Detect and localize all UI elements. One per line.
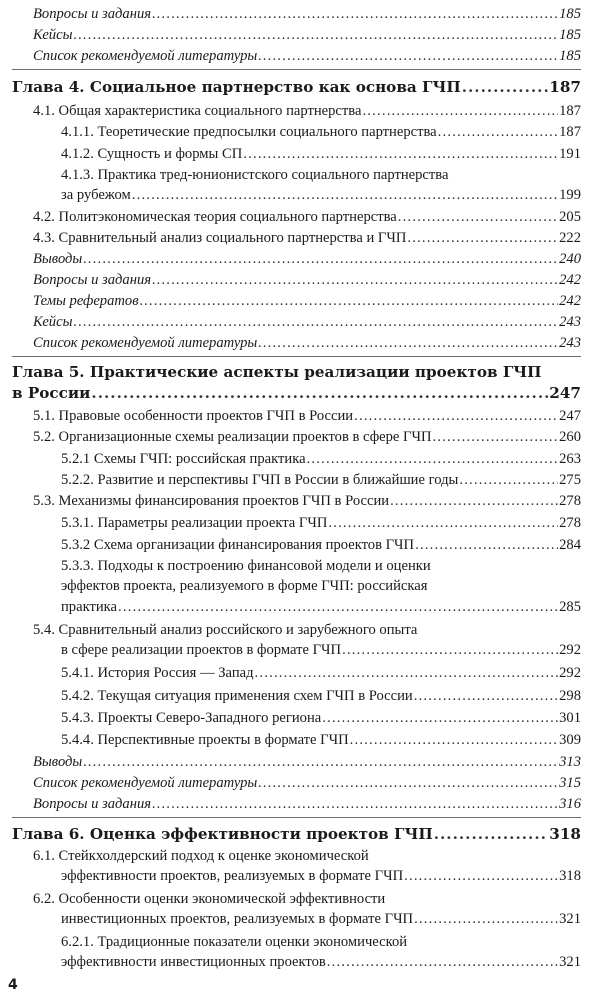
toc-entry-label: 5.3.3. Подходы к построению финансовой модели и оценки <box>61 558 431 574</box>
toc-page-number: 263 <box>559 451 581 467</box>
toc-leader-dots <box>258 333 558 353</box>
toc-page-number: 292 <box>559 665 581 681</box>
toc-entry-label: 5.2. Организационные схемы реализации проектов в сфере ГЧП <box>33 429 432 445</box>
chapter-page-number: 187 <box>549 78 581 96</box>
toc-leader-dots <box>243 144 558 164</box>
toc-page-number: 301 <box>559 710 581 726</box>
chapter-divider <box>12 356 581 357</box>
toc-entry[interactable] <box>61 640 581 660</box>
chapter-divider <box>12 817 581 818</box>
toc-leader-dots <box>390 491 558 511</box>
toc-page-number: 243 <box>559 335 581 351</box>
chapter-heading[interactable] <box>12 823 581 845</box>
toc-entry[interactable] <box>61 535 581 555</box>
toc-entry[interactable] <box>61 952 581 972</box>
toc-entry-label: 5.4. Сравнительный анализ российского и зарубежного опыта <box>33 622 418 638</box>
chapter-title: в России <box>12 384 91 402</box>
toc-entry-label: Вопросы и задания <box>33 6 152 22</box>
toc-leader-dots <box>462 76 549 98</box>
toc-entry[interactable] <box>61 122 581 142</box>
toc-entry[interactable] <box>61 866 581 886</box>
toc-entry-line[interactable] <box>61 165 581 185</box>
toc-entry-line[interactable] <box>33 846 581 866</box>
toc-page-number: 185 <box>559 27 581 43</box>
toc-entry-label: 4.1.1. Теоретические предпосылки социального партнерства <box>61 124 437 140</box>
chapter-heading[interactable] <box>12 382 581 404</box>
toc-leader-dots <box>342 640 558 660</box>
toc-entry-label: 6.2. Особенности оценки экономической эффективности <box>33 891 386 907</box>
toc-entry[interactable] <box>33 427 581 447</box>
toc-entry[interactable] <box>33 794 581 814</box>
page-number: 4 <box>8 977 18 993</box>
toc-page-number: 191 <box>559 146 581 162</box>
toc-entry-line[interactable] <box>33 620 581 640</box>
toc-page-number: 284 <box>559 537 581 553</box>
toc-page-number: 222 <box>559 230 581 246</box>
toc-entry[interactable] <box>33 249 581 269</box>
chapter-heading-line[interactable] <box>12 361 581 383</box>
toc-page-number: 199 <box>559 187 581 203</box>
toc-entry[interactable] <box>61 708 581 728</box>
toc-entry-label: в сфере реализации проектов в формате ГЧП <box>61 642 342 658</box>
toc-entry-label: 5.4.2. Текущая ситуация применения схем ГЧП в России <box>61 688 413 704</box>
toc-leader-dots <box>415 535 558 555</box>
toc-leader-dots <box>83 752 558 772</box>
toc-entry[interactable] <box>33 4 581 24</box>
chapter-title: Глава 6. Оценка эффективности проектов ГЧП <box>12 825 433 843</box>
toc-entry[interactable] <box>61 470 581 490</box>
chapter-page-number: 318 <box>549 825 581 843</box>
toc-page-number: 316 <box>559 796 581 812</box>
toc-entry-label: эффективности проектов, реализуемых в формате ГЧП <box>61 868 404 884</box>
toc-page-number: 185 <box>559 48 581 64</box>
toc-page-number: 321 <box>559 954 581 970</box>
toc-page-number: 313 <box>559 754 581 770</box>
toc-entry[interactable] <box>33 333 581 353</box>
toc-leader-dots <box>307 449 559 469</box>
toc-leader-dots <box>258 773 558 793</box>
toc-entry-line[interactable] <box>61 556 581 576</box>
toc-leader-dots <box>438 122 558 142</box>
toc-page-number: 205 <box>559 209 581 225</box>
chapter-page-number: 247 <box>549 384 581 402</box>
toc-leader-dots <box>414 909 558 929</box>
toc-leader-dots <box>407 228 558 248</box>
toc-leader-dots <box>328 513 558 533</box>
toc-entry[interactable] <box>61 449 581 469</box>
toc-entry[interactable] <box>33 773 581 793</box>
toc-leader-dots <box>404 866 558 886</box>
toc-leader-dots <box>258 46 558 66</box>
chapter-heading[interactable] <box>12 76 581 98</box>
toc-page-number: 278 <box>559 493 581 509</box>
chapter-title: Глава 5. Практические аспекты реализации проектов ГЧП <box>12 363 542 381</box>
toc-entry-label: 5.3.2 Схема организации финансирования проектов ГЧП <box>61 537 415 553</box>
toc-leader-dots <box>434 823 549 845</box>
toc-entry-line[interactable] <box>61 576 581 596</box>
toc-entry-label: эффективности инвестиционных проектов <box>61 954 326 970</box>
toc-page-number: 187 <box>559 103 581 119</box>
toc-leader-dots <box>73 312 558 332</box>
toc-entry-label: 5.4.3. Проекты Северо-Западного региона <box>61 710 322 726</box>
toc-leader-dots <box>83 249 558 269</box>
toc-page-number: 285 <box>559 599 581 615</box>
toc-leader-dots <box>354 406 558 426</box>
toc-leader-dots <box>255 663 559 683</box>
toc-entry-label: Список рекомендуемой литературы <box>33 335 258 351</box>
toc-leader-dots <box>322 708 558 728</box>
toc-entry[interactable] <box>61 730 581 750</box>
toc-entry[interactable] <box>33 752 581 772</box>
toc-page-number: 247 <box>559 408 581 424</box>
toc-entry[interactable] <box>61 144 581 164</box>
toc-leader-dots <box>350 730 558 750</box>
toc-entry-label: 5.2.1 Схемы ГЧП: российская практика <box>61 451 306 467</box>
toc-leader-dots <box>152 270 558 290</box>
toc-page-number: 298 <box>559 688 581 704</box>
toc-leader-dots <box>362 101 558 121</box>
toc-entry[interactable] <box>61 597 581 617</box>
toc-entry-label: 4.1.3. Практика тред-юнионистского социального партнерства <box>61 167 449 183</box>
toc-page-number: 240 <box>559 251 581 267</box>
toc-entry-label: 5.3.1. Параметры реализации проекта ГЧП <box>61 515 328 531</box>
toc-page-number: 187 <box>559 124 581 140</box>
toc-page-number: 309 <box>559 732 581 748</box>
toc-entry[interactable] <box>33 291 581 311</box>
toc-leader-dots <box>91 382 548 404</box>
toc-entry-label: практика <box>61 599 118 615</box>
toc-entry[interactable] <box>33 207 581 227</box>
toc-entry-label: 5.4.1. История Россия — Запад <box>61 665 254 681</box>
toc-entry-label: Кейсы <box>33 314 73 330</box>
toc-entry-label: 4.3. Сравнительный анализ социального партнерства и ГЧП <box>33 230 407 246</box>
toc-entry-label: 5.4.4. Перспективные проекты в формате ГЧП <box>61 732 349 748</box>
toc-page-number: 318 <box>559 868 581 884</box>
toc-entry[interactable] <box>33 270 581 290</box>
toc-leader-dots <box>152 794 558 814</box>
toc-entry-label: 4.1.2. Сущность и формы СП <box>61 146 243 162</box>
toc-entry-label: 5.3. Механизмы финансирования проектов ГЧП в России <box>33 493 390 509</box>
chapter-divider <box>12 69 581 70</box>
toc-entry-label: 6.1. Стейкхолдерский подход к оценке экономической <box>33 848 369 864</box>
toc-page-number: 278 <box>559 515 581 531</box>
toc-entry[interactable] <box>33 25 581 45</box>
toc-entry-label: 4.1. Общая характеристика социального партнерства <box>33 103 362 119</box>
toc-entry-label: Выводы <box>33 754 83 770</box>
toc-entry-line[interactable] <box>61 932 581 952</box>
toc-entry[interactable] <box>33 312 581 332</box>
toc-entry[interactable] <box>33 46 581 66</box>
toc-entry-line[interactable] <box>33 889 581 909</box>
toc-entry[interactable] <box>61 663 581 683</box>
toc-page-number: 260 <box>559 429 581 445</box>
toc-leader-dots <box>414 686 558 706</box>
toc-entry-label: Кейсы <box>33 27 73 43</box>
toc-entry-label: эффектов проекта, реализуемого в форме ГЧП: российская <box>61 578 428 594</box>
toc-entry-label: Выводы <box>33 251 83 267</box>
toc-entry[interactable] <box>33 101 581 121</box>
toc-entry[interactable] <box>33 228 581 248</box>
toc-leader-dots <box>327 952 558 972</box>
toc-entry-label: за рубежом <box>61 187 131 203</box>
chapter-title: Глава 4. Социальное партнерство как основа ГЧП <box>12 78 461 96</box>
toc-leader-dots <box>459 470 558 490</box>
toc-leader-dots <box>398 207 558 227</box>
toc-entry-label: 5.1. Правовые особенности проектов ГЧП в России <box>33 408 354 424</box>
toc-leader-dots <box>140 291 559 311</box>
toc-leader-dots <box>152 4 558 24</box>
toc-page-number: 185 <box>559 6 581 22</box>
toc-entry-label: Вопросы и задания <box>33 272 152 288</box>
toc-page-number: 275 <box>559 472 581 488</box>
toc-entry-label: Список рекомендуемой литературы <box>33 48 258 64</box>
toc-page-number: 315 <box>559 775 581 791</box>
toc-entry-label: Вопросы и задания <box>33 796 152 812</box>
toc-leader-dots <box>433 427 559 447</box>
toc-page-number: 321 <box>559 911 581 927</box>
toc-leader-dots <box>132 185 558 205</box>
toc-entry-label: 5.2.2. Развитие и перспективы ГЧП в России в ближайшие годы <box>61 472 459 488</box>
toc-entry-label: 4.2. Политэкономическая теория социального партнерства <box>33 209 397 225</box>
toc-entry-label: Список рекомендуемой литературы <box>33 775 258 791</box>
toc-page-number: 242 <box>559 272 581 288</box>
toc-leader-dots <box>73 25 558 45</box>
toc-entry-label: инвестиционных проектов, реализуемых в формате ГЧП <box>61 911 414 927</box>
toc-entry[interactable] <box>61 686 581 706</box>
toc-entry[interactable] <box>33 406 581 426</box>
toc-entry[interactable] <box>33 491 581 511</box>
toc-entry[interactable] <box>61 185 581 205</box>
toc-leader-dots <box>118 597 558 617</box>
toc-entry-label: Темы рефератов <box>33 293 139 309</box>
toc-entry[interactable] <box>61 909 581 929</box>
toc-page-number: 292 <box>559 642 581 658</box>
toc-entry-label: 6.2.1. Традиционные показатели оценки экономической <box>61 934 408 950</box>
toc-entry[interactable] <box>61 513 581 533</box>
toc-page-number: 242 <box>559 293 581 309</box>
toc-page-number: 243 <box>559 314 581 330</box>
